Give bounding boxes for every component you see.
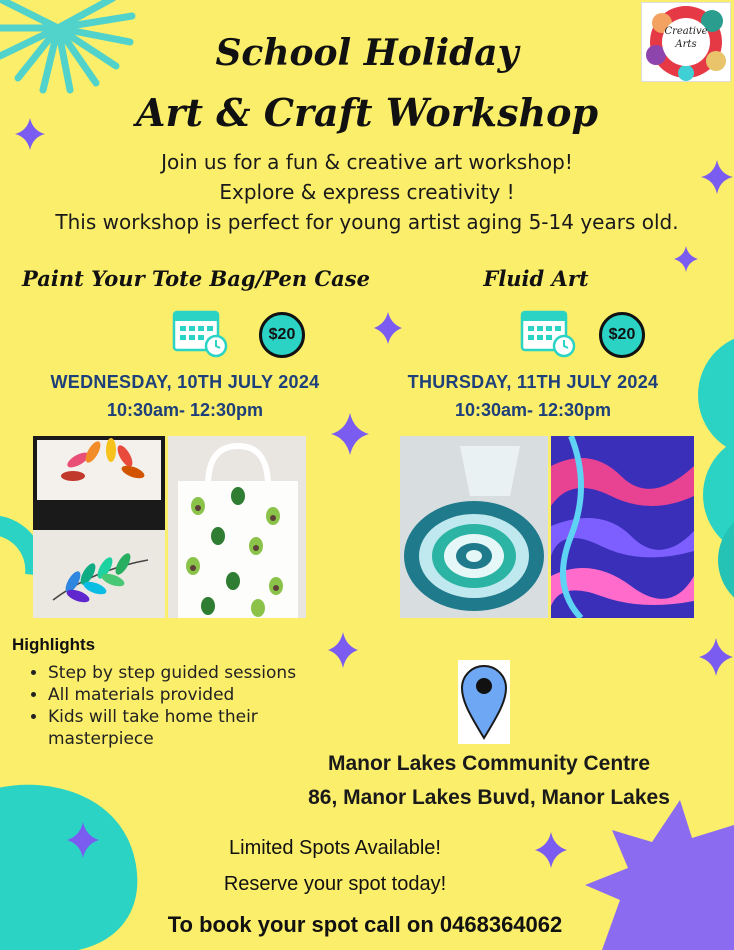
sparkle-icon	[535, 832, 567, 868]
calendar-icon	[172, 306, 230, 358]
sparkle-icon	[328, 632, 358, 668]
venue-address: 86, Manor Lakes Buvd, Manor Lakes	[308, 786, 670, 809]
fluid-canvas-illustration	[551, 436, 694, 618]
intro-line3: This workshop is perfect for young artist aging 5-14 years old.	[55, 210, 679, 234]
sparkle-icon	[699, 638, 733, 676]
page-title-line1: School Holiday	[215, 32, 519, 74]
teal-arc-decoration	[0, 525, 35, 575]
workshop-2-time: 10:30am- 12:30pm	[454, 400, 612, 420]
photo-fluid-art-pour	[400, 436, 548, 618]
map-pin-icon	[458, 660, 510, 744]
photo-fluid-art-canvas	[551, 436, 694, 618]
page-title-line2: Art & Craft Workshop	[135, 90, 599, 135]
logo-text: Creative Arts	[664, 26, 708, 50]
avocado-tote-illustration	[168, 436, 306, 618]
highlight-item: • Kids will take home their masterpiece	[48, 706, 298, 750]
workshop-1-title: Paint Your Tote Bag/Pen Case	[22, 266, 370, 291]
fluid-pour-illustration	[400, 436, 548, 618]
price-badge-1: $20	[259, 312, 305, 358]
workshop-2-date: THURSDAY, 11TH JULY 2024	[407, 372, 659, 392]
highlight-item: • Step by step guided sessions	[48, 662, 298, 684]
workshop-1-date: WEDNESDAY, 10TH JULY 2024	[50, 372, 320, 392]
venue-name: Manor Lakes Community Centre	[327, 752, 651, 775]
leaf-print-illustration	[33, 436, 165, 530]
intro-line1: Join us for a fun & creative art workshop!	[161, 150, 573, 174]
booking-phone-text: To book your spot call on 0468364062	[167, 912, 563, 937]
price-badge-2: $20	[599, 312, 645, 358]
photo-leaf-pencase-2	[33, 530, 165, 618]
highlight-item: • All materials provided	[48, 684, 298, 706]
highlights-list	[28, 662, 298, 750]
map-pin-box	[458, 660, 510, 744]
teal-circle-decoration	[698, 333, 734, 457]
photo-avocado-tote	[168, 436, 306, 618]
cta-line2: Reserve your spot today!	[223, 873, 447, 895]
calendar-icon	[520, 306, 578, 358]
workshop-1-time: 10:30am- 12:30pm	[106, 400, 264, 420]
sparkle-icon	[374, 312, 402, 344]
cta-line1: Limited Spots Available!	[229, 837, 441, 859]
intro-line2: Explore & express creativity !	[219, 180, 515, 204]
rainbow-leaf-illustration	[33, 530, 165, 618]
workshop-2-title: Fluid Art	[483, 266, 589, 291]
highlights-title: Highlights	[12, 635, 96, 654]
photo-leaf-pencase-1	[33, 436, 165, 530]
